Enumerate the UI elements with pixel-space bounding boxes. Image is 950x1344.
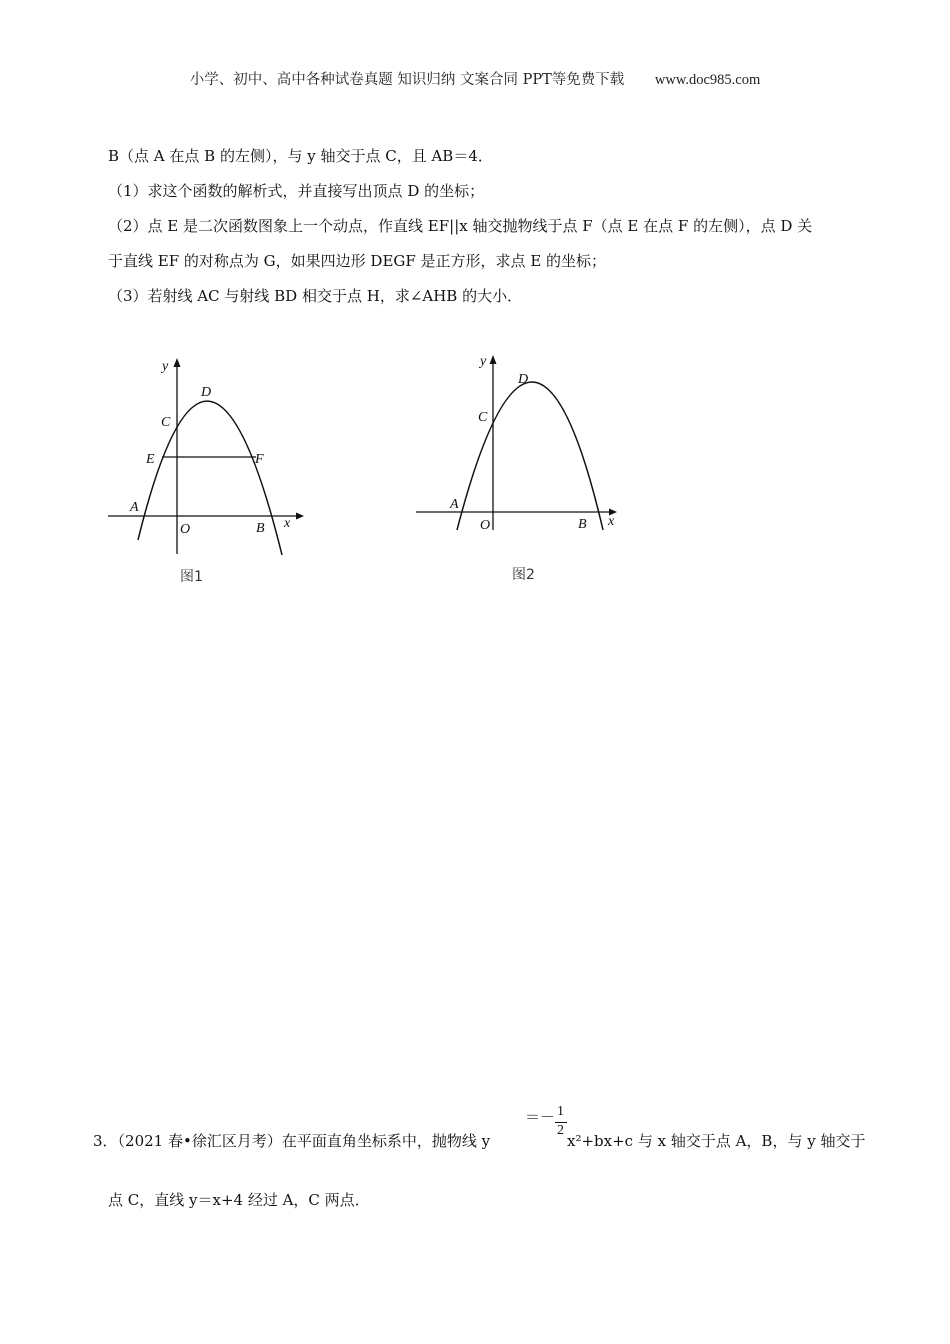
problem3-line1-rest: x²+bx+c 与 x 轴交于点 A，B，与 y 轴交于 — [567, 1132, 866, 1150]
fig1-label-x: x — [284, 516, 291, 531]
header-text: 小学、初中、高中各种试卷真题 知识归纳 文案合同 PPT等免费下载 — [189, 72, 625, 88]
page-header — [0, 68, 950, 89]
fig2-label-y: y — [480, 354, 487, 369]
problem3-line2: 点 C，直线 y＝x+4 经过 A，C 两点． — [108, 1191, 370, 1209]
problem3-line1 — [93, 1131, 490, 1151]
fig1-label-o: O — [180, 522, 191, 537]
problem2-q2-line2: 于直线 EF 的对称点为 G，如果四边形 DEGF 是正方形，求点 E 的坐标； — [108, 252, 607, 270]
fig2-label-b: B — [578, 517, 587, 532]
figure-1 — [100, 350, 320, 590]
fig2-label-x: x — [608, 514, 615, 529]
problem2-q1: （1）求这个函数的解析式，并直接写出顶点 D 的坐标； — [108, 182, 485, 200]
fig1-label-a: A — [130, 500, 139, 515]
problem3-frac-num: 1 — [557, 1104, 564, 1119]
fig1-label-y: y — [162, 359, 169, 374]
fig2-y-arrow — [490, 355, 497, 364]
problem2-q3: （3）若射线 AC 与射线 BD 相交于点 H，求∠AHB 的大小． — [108, 287, 523, 305]
problem3-frac-eq: ＝－ — [525, 1110, 556, 1126]
figure-1-svg — [100, 350, 320, 590]
fig2-label-a: A — [450, 497, 459, 512]
problem2-q2-line1: （2）点 E 是二次函数图象上一个动点，作直线 EF||x 轴交抛物线于点 F（点 E 在点 F 的左侧），点 D 关 — [108, 217, 813, 235]
fig1-y-arrow — [174, 358, 181, 367]
fig1-label-f: F — [255, 452, 264, 467]
figure-2-caption: 图2 — [512, 567, 535, 583]
problem3-line1-start: 3．（2021 春•徐汇区月考）在平面直角坐标系中，抛物线 y — [93, 1132, 491, 1150]
fig1-label-d: D — [201, 385, 212, 400]
fig2-label-o: O — [480, 518, 491, 533]
fig2-label-c: C — [478, 410, 488, 425]
fig1-label-b: B — [256, 521, 265, 536]
figure-2-svg — [408, 345, 638, 590]
fig2-parabola — [457, 382, 603, 530]
problem3-frac-den: 2 — [557, 1123, 564, 1138]
fig1-label-e: E — [146, 452, 155, 467]
fig2-label-d: D — [518, 372, 529, 387]
figure-1-caption: 图1 — [180, 569, 203, 585]
fig1-x-arrow — [296, 513, 304, 520]
figure-2 — [408, 345, 638, 590]
fig1-label-c: C — [161, 415, 171, 430]
problem2-intro: B（点 A 在点 B 的左侧），与 y 轴交于点 C，且 AB＝4． — [108, 147, 493, 165]
header-site: www.doc985.com — [654, 72, 761, 88]
